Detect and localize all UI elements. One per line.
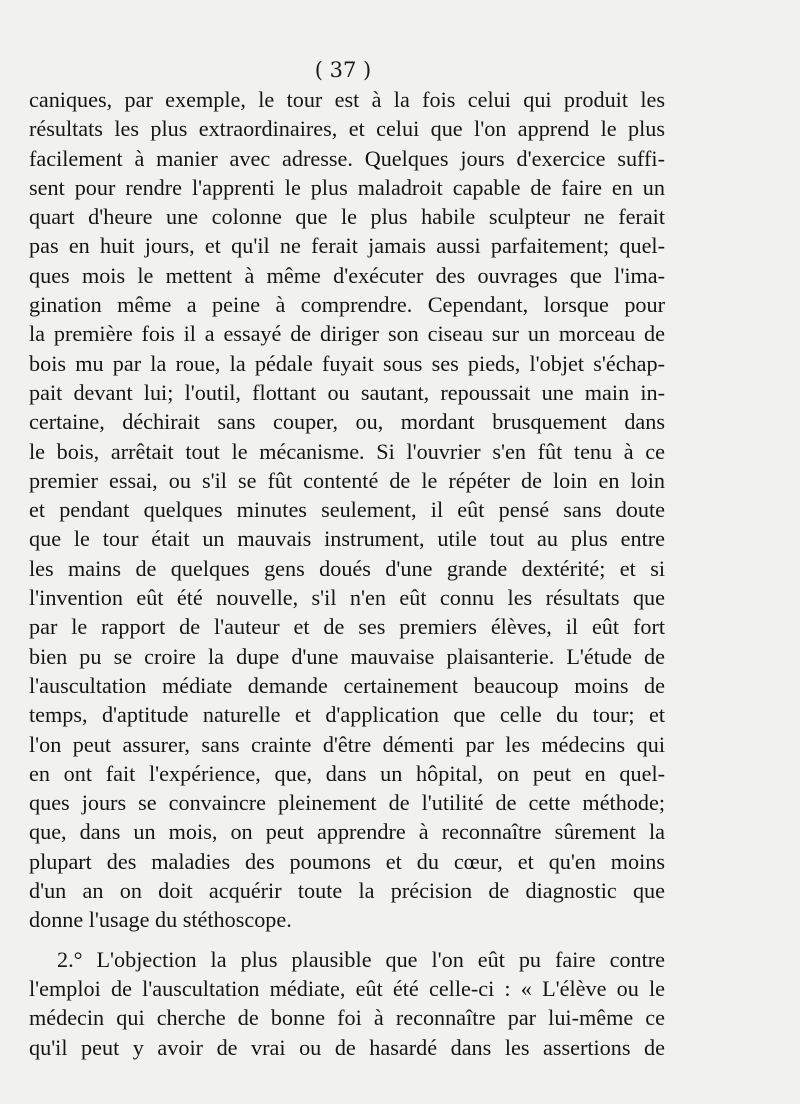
text-line: médecin qui cherche de bonne foi à reconnaître par lui-même ce xyxy=(29,1005,665,1031)
paragraph-1 xyxy=(29,85,665,935)
text-line: certaine, déchirait sans couper, ou, mordant brusquement dans xyxy=(29,409,665,435)
text-line: l'emploi de l'auscultation médiate, eût été celle-ci : « L'élève ou le xyxy=(29,975,665,1001)
text-line: bois mu par la roue, la pédale fuyait sous ses pieds, l'objet s'échap- xyxy=(29,350,665,376)
text-line: temps, d'aptitude naturelle et d'application que celle du tour; et xyxy=(29,702,665,728)
text-line: plupart des maladies des poumons et du cœur, et qu'en moins xyxy=(29,848,665,874)
text-line: l'on peut assurer, sans crainte d'être démenti par les médecins qui xyxy=(29,731,665,757)
text-line: la première fois il a essayé de diriger son ciseau sur un morceau de xyxy=(29,321,665,347)
text-line: facilement à manier avec adresse. Quelques jours d'exercice suffi- xyxy=(29,145,665,171)
text-line: que, dans un mois, on peut apprendre à reconnaître sûrement la xyxy=(29,819,665,845)
text-line: 2.° L'objection la plus plausible que l'on eût pu faire contre xyxy=(57,946,665,972)
text-line: en ont fait l'expérience, que, dans un hôpital, on peut en quel- xyxy=(29,760,665,786)
text-line: bien pu se croire la dupe d'une mauvaise plaisanterie. L'étude de xyxy=(29,643,665,669)
text-line: le bois, arrêtait tout le mécanisme. Si l'ouvrier s'en fût tenu à ce xyxy=(29,438,665,464)
text-line: gination même a peine à comprendre. Cependant, lorsque pour xyxy=(29,292,665,318)
text-line: sent pour rendre l'apprenti le plus maladroit capable de faire en un xyxy=(29,174,665,200)
text-line: caniques, par exemple, le tour est à la fois celui qui produit les xyxy=(29,87,665,112)
text-line: premier essai, ou s'il se fût contenté de le répéter de loin en loin xyxy=(29,467,665,493)
text-line: ques mois le mettent à même d'exécuter des ouvrages que l'ima- xyxy=(29,262,665,288)
page-number: ( 37 ) xyxy=(314,58,372,82)
text-line: quart d'heure une colonne que le plus habile sculpteur ne ferait xyxy=(29,204,665,230)
text-line: par le rapport de l'auteur et de ses premiers élèves, il eût fort xyxy=(29,614,665,640)
paragraph-gap xyxy=(29,935,665,945)
text-line: qu'il peut y avoir de vrai ou de hasardé dans les assertions de xyxy=(29,1034,665,1060)
text-line: pas en huit jours, et qu'il ne ferait jamais aussi parfaitement; quel- xyxy=(29,233,665,259)
text-line: résultats les plus extraordinaires, et celui que l'on apprend le plus xyxy=(29,116,665,142)
paragraph-2 xyxy=(29,945,665,1062)
text-line: l'auscultation médiate demande certainement beaucoup moins de xyxy=(29,672,665,698)
text-line: les mains de quelques gens doués d'une grande dextérité; et si xyxy=(29,555,665,581)
text-line: l'invention eût été nouvelle, s'il n'en eût connu les résultats que xyxy=(29,585,665,611)
text-line: pait devant lui; l'outil, flottant ou sautant, repoussait une main in- xyxy=(29,379,665,405)
text-line: donne l'usage du stéthoscope. xyxy=(29,907,292,933)
text-line: d'un an on doit acquérir toute la précision de diagnostic que xyxy=(29,878,665,904)
text-line: que le tour était un mauvais instrument, utile tout au plus entre xyxy=(29,526,665,552)
body-text xyxy=(29,85,665,1062)
text-line: ques jours se convaincre pleinement de l'utilité de cette méthode; xyxy=(29,790,665,816)
text-line: et pendant quelques minutes seulement, il eût pensé sans doute xyxy=(29,497,665,523)
